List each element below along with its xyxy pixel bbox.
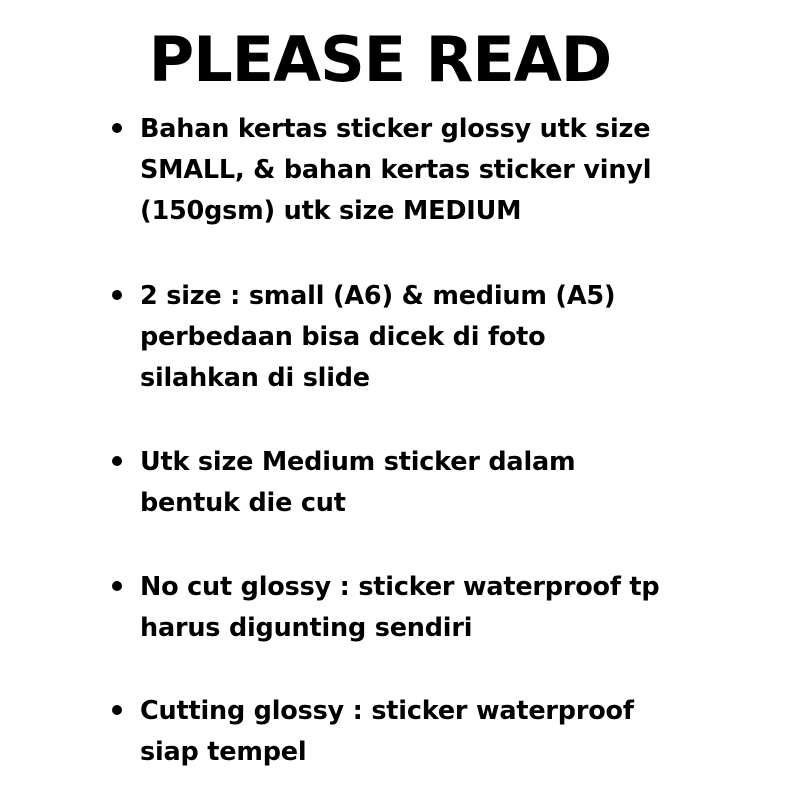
list-item-text — [140, 276, 750, 399]
list-item-text — [140, 442, 750, 524]
list-item-text — [140, 567, 750, 649]
bullet-icon — [112, 456, 122, 466]
list-item-line: SMALL, & bahan kertas sticker vinyl — [140, 155, 652, 185]
list-item-line: bentuk die cut — [140, 488, 346, 518]
list-item-text — [140, 691, 750, 773]
list-item-line: Bahan kertas sticker glossy utk size — [140, 114, 651, 144]
list-item-line: No cut glossy : sticker waterproof tp — [140, 572, 660, 602]
list-item-line: Utk size Medium sticker dalam — [140, 447, 576, 477]
bullet-icon — [112, 581, 122, 591]
list-item-line: silahkan di slide — [140, 363, 370, 393]
list-item-text — [140, 109, 750, 232]
list-item-line: (150gsm) utk size MEDIUM — [140, 196, 522, 226]
bullet-icon — [112, 705, 122, 715]
page-title: PLEASE READ — [148, 23, 612, 96]
list-item-line: perbedaan bisa dicek di foto — [140, 322, 546, 352]
list-item-line: harus digunting sendiri — [140, 613, 473, 643]
list-item-line: Cutting glossy : sticker waterproof — [140, 696, 634, 726]
bullet-icon — [112, 123, 122, 133]
list-item-line: 2 size : small (A6) & medium (A5) — [140, 281, 616, 311]
list-item-line: siap tempel — [140, 737, 307, 767]
bullet-icon — [112, 290, 122, 300]
